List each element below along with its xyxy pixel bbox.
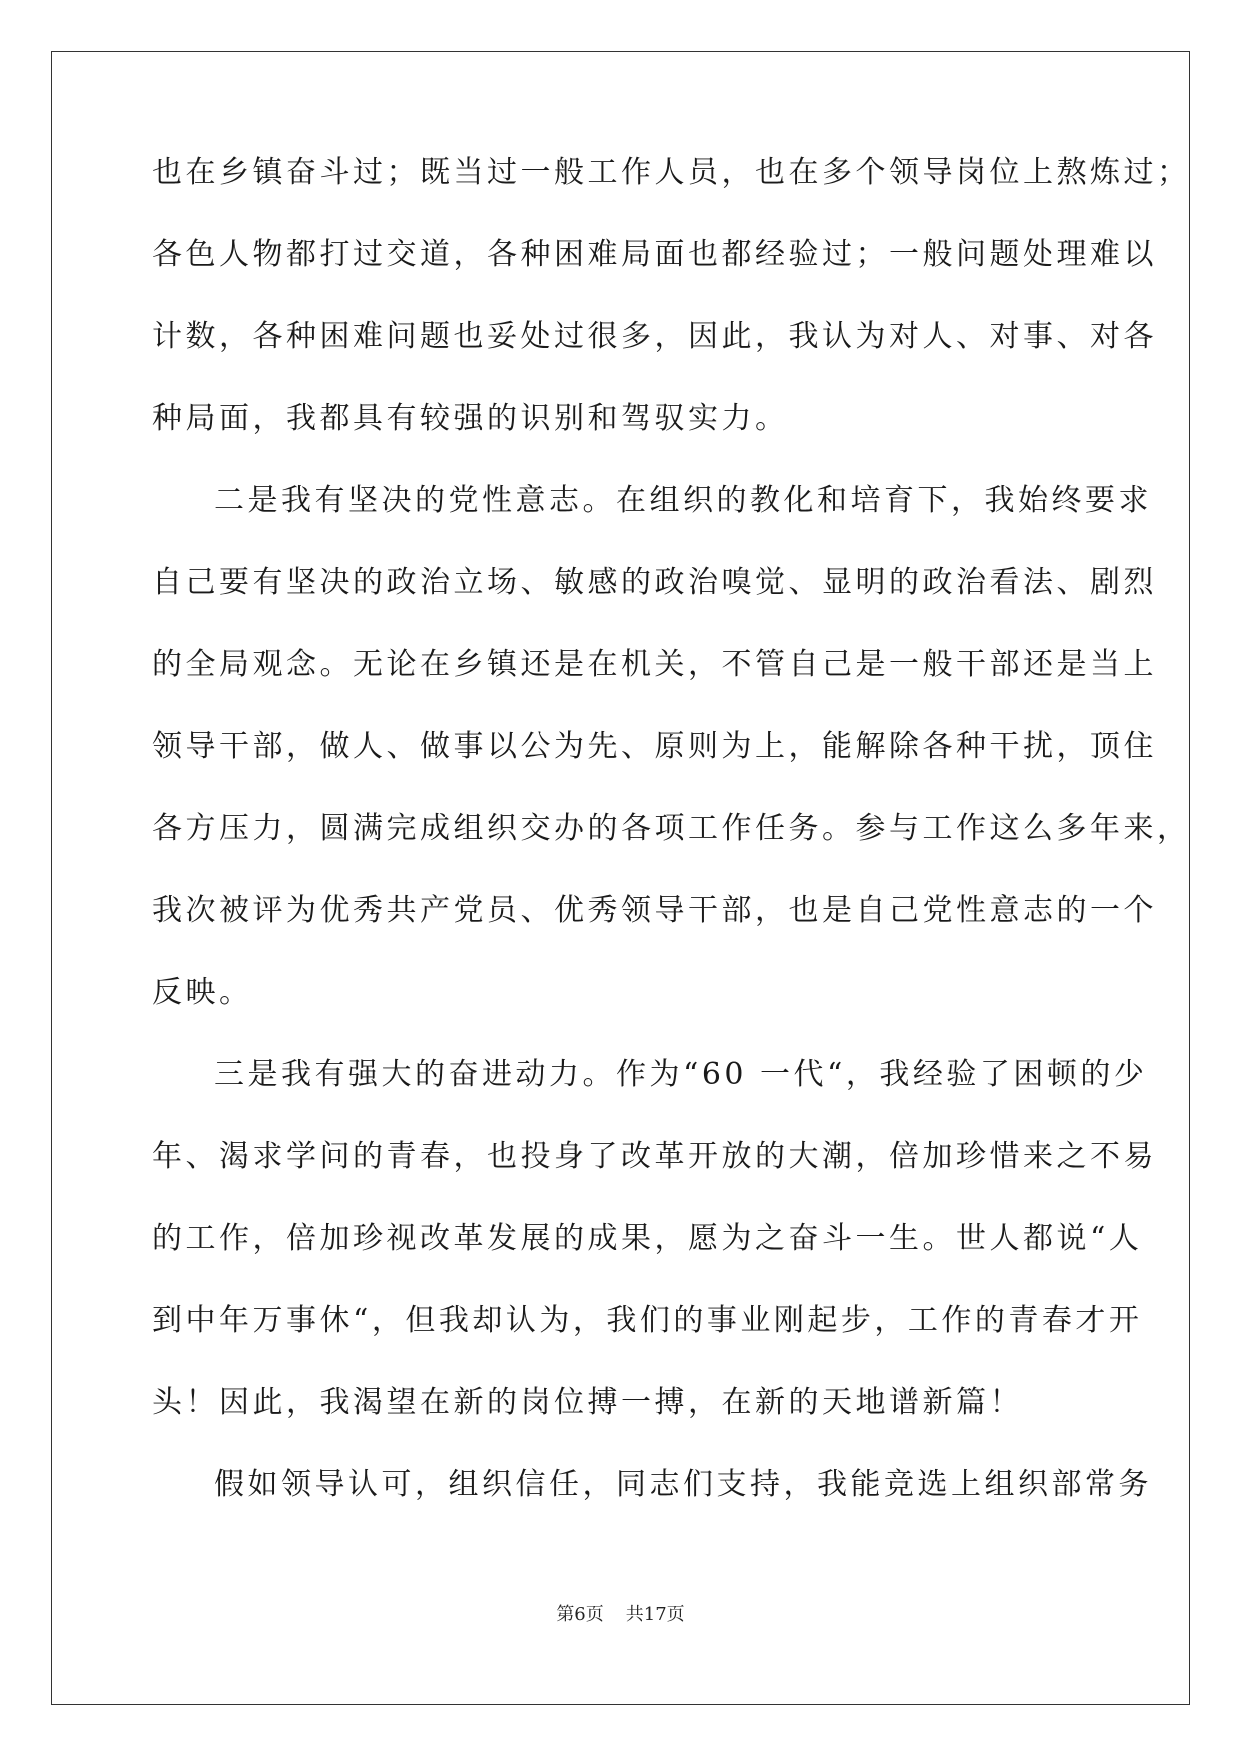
- text-line: 各色人物都打过交道，各种困难局面也都经验过；一般问题处理难以: [152, 237, 1157, 272]
- text-line: 领导干部，做人、做事以公为先、原则为上，能解除各种干扰，顶住: [152, 729, 1157, 764]
- text-line: 我次被评为优秀共产党员、优秀领导干部，也是自己党性意志的一个: [152, 893, 1157, 928]
- text-line: 计数，各种困难问题也妥处过很多，因此，我认为对人、对事、对各: [152, 319, 1157, 354]
- text-line: 反映。: [152, 975, 253, 1010]
- text-line: 年、渴求学问的青春，也投身了改革开放的大潮，倍加珍惜来之不易: [152, 1139, 1157, 1174]
- page-footer: [0, 1604, 1241, 1626]
- text-line: 的工作，倍加珍视改革发展的成果，愿为之奋斗一生。世人都说“人: [152, 1221, 1143, 1256]
- text-line: 也在乡镇奋斗过；既当过一般工作人员，也在多个领导岗位上熬炼过；: [152, 155, 1191, 190]
- document-body: [152, 155, 1191, 1552]
- text-line: 的全局观念。无论在乡镇还是在机关，不管自己是一般干部还是当上: [152, 647, 1157, 682]
- paragraph-start-line: 假如领导认可，组织信任，同志们支持，我能竞选上组织部常务: [214, 1467, 1152, 1502]
- paragraph-start-line: 二是我有坚决的党性意志。在组织的教化和培育下，我始终要求: [214, 483, 1152, 518]
- text-line: 自己要有坚决的政治立场、敏感的政治嗅觉、显明的政治看法、剧烈: [152, 565, 1157, 600]
- text-line: 头！因此，我渴望在新的岗位搏一搏，在新的天地谱新篇！: [152, 1385, 1023, 1420]
- page-number: 第6页: [556, 1604, 604, 1625]
- text-line: 各方压力，圆满完成组织交办的各项工作任务。参与工作这么多年来，: [152, 811, 1191, 846]
- text-line: 种局面，我都具有较强的识别和驾驭实力。: [152, 401, 789, 436]
- page-total: 共17页: [625, 1604, 685, 1625]
- text-line: 到中年万事休“，但我却认为，我们的事业刚起步，工作的青春才开: [152, 1303, 1143, 1338]
- paragraph-start-line: 三是我有强大的奋进动力。作为“60 一代“，我经验了困顿的少: [214, 1057, 1148, 1092]
